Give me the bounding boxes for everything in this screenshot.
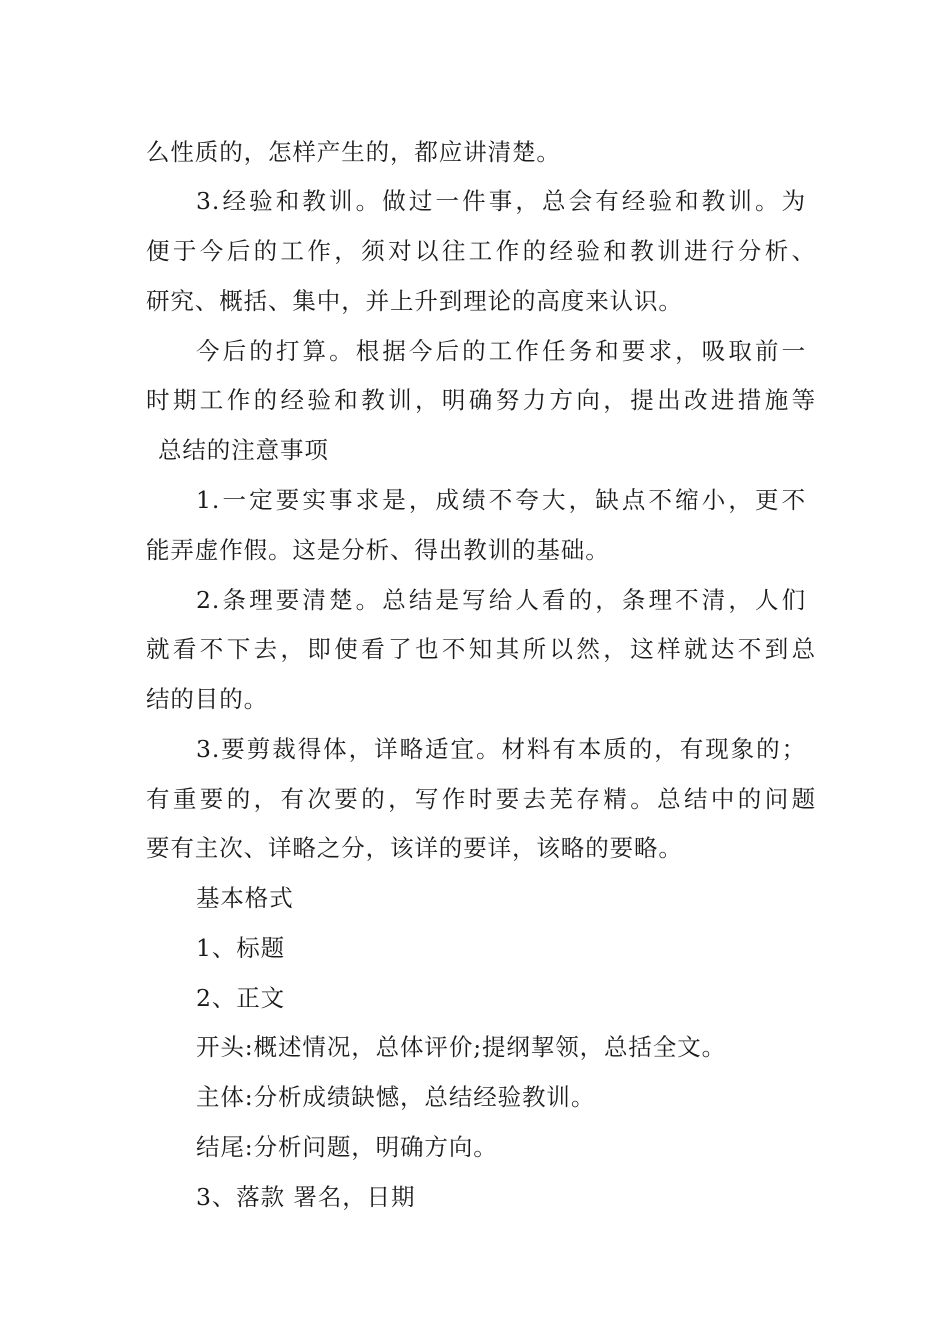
list-item: 3、落款 署名，日期	[196, 1183, 416, 1211]
text-line: 能弄虚作假。这是分析、得出教训的基础。	[146, 536, 610, 564]
text-line: 2.条理要清楚。总结是写给人看的，条理不清，人们	[196, 586, 806, 614]
text-line: 主体:分析成绩缺憾，总结经验教训。	[196, 1083, 596, 1111]
section-heading: 基本格式	[196, 884, 294, 912]
list-item: 2、正文	[196, 984, 286, 1012]
text-line: 就看不下去，即使看了也不知其所以然，这样就达不到总	[146, 635, 816, 663]
text-line: 时期工作的经验和教训，明确努力方向，提出改进措施等	[146, 386, 816, 414]
section-heading: 总结的注意事项	[158, 436, 329, 464]
text-line: 结的目的。	[146, 685, 268, 713]
text-line: 开头:概述情况，总体评价;提纲挈领，总括全文。	[196, 1033, 727, 1061]
text-line: 今后的打算。根据今后的工作任务和要求，吸取前一	[196, 337, 806, 365]
text-line: 么性质的，怎样产生的，都应讲清楚。	[146, 138, 561, 166]
text-line: 结尾:分析问题，明确方向。	[196, 1133, 498, 1161]
text-line: 要有主次、详略之分，该详的要详，该略的要略。	[146, 834, 683, 862]
text-line: 3.经验和教训。做过一件事，总会有经验和教训。为	[196, 187, 806, 215]
text-line: 有重要的，有次要的，写作时要去芜存精。总结中的问题	[146, 785, 816, 813]
text-line: 研究、概括、集中，并上升到理论的高度来认识。	[146, 287, 683, 315]
list-item: 1、标题	[196, 934, 286, 962]
text-line: 3.要剪裁得体，详略适宜。材料有本质的，有现象的；	[196, 735, 806, 763]
text-line: 1.一定要实事求是，成绩不夸大，缺点不缩小，更不	[196, 486, 806, 514]
text-line: 便于今后的工作，须对以往工作的经验和教训进行分析、	[146, 237, 816, 265]
